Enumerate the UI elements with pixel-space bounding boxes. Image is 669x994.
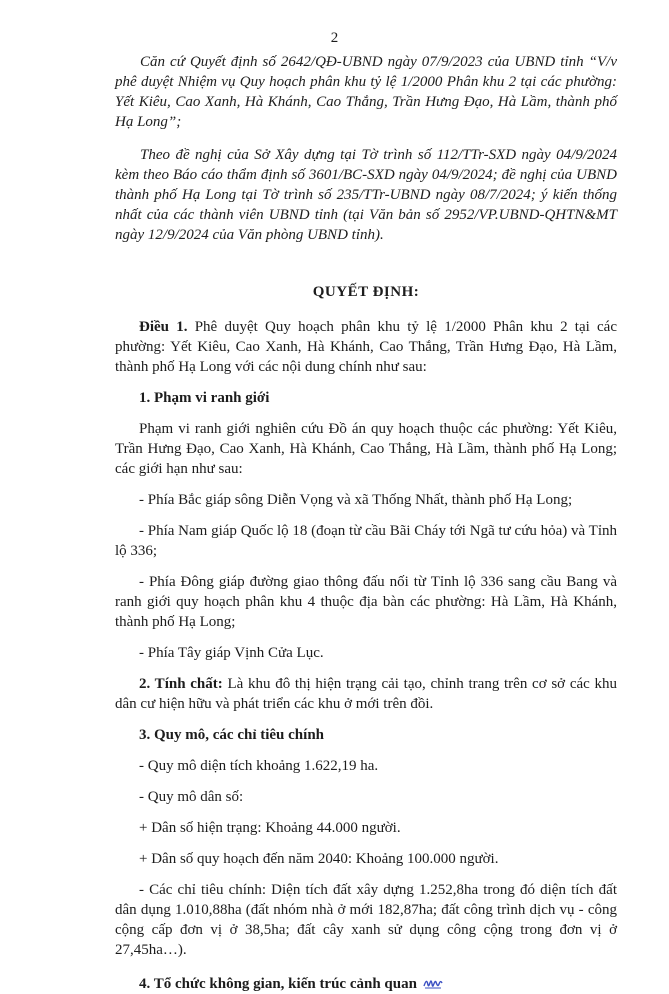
section-1-intro: Phạm vi ranh giới nghiên cứu Đồ án quy hoạch thuộc các phường: Yết Kiêu, Trần Hưng Đạo, Cao Xanh, Hà Khánh, Cao Thắng, Hà Lầm, thành phố Hạ Long; các giới hạn như sau: [115, 421, 617, 477]
section-2 [115, 674, 617, 714]
article-1 [115, 317, 617, 377]
section-1-heading: 1. Phạm vi ranh giới [139, 390, 270, 406]
boundary-west: - Phía Tây giáp Vịnh Cửa Lục. [139, 645, 324, 661]
decision-title: QUYẾT ĐỊNH: [312, 284, 420, 300]
population-current: + Dân số hiện trạng: Khoảng 44.000 người. [139, 820, 401, 836]
page-number: 2 [330, 30, 339, 46]
section-4-heading-text: 4. Tổ chức không gian, kiến trúc cảnh quan [139, 976, 417, 992]
scale-population: - Quy mô dân số: [139, 789, 244, 805]
boundary-east: - Phía Đông giáp đường giao thông đấu nối từ Tỉnh lộ 336 sang cầu Bang và ranh giới quy hoạch phân khu 4 thuộc địa bàn các phường: Hà Lầm, Hà Khánh, thành phố Hạ Long; [115, 574, 617, 630]
article-1-label: Điều 1. [139, 319, 188, 335]
document-body [115, 52, 617, 994]
boundary-south: - Phía Nam giáp Quốc lộ 18 (đoạn từ cầu Bãi Cháy tới Ngã tư cứu hỏa) và Tỉnh lộ 336; [115, 523, 617, 559]
preamble-basis-decision: Căn cứ Quyết định số 2642/QĐ-UBND ngày 07/9/2023 của UBND tỉnh “V/v phê duyệt Nhiệm vụ Quy hoạch phân khu tỷ lệ 1/2000 Phân khu 2 tại các phường: Yết Kiêu, Cao Xanh, Hà Khánh, Cao Thắng, Trần Hưng Đạo, Hà Lầm, thành phố Hạ Long”; [115, 54, 617, 130]
section-2-text: Là khu đô thị hiện trạng cải tạo, chỉnh trang trên cơ sở các khu dân cư hiện hữu và phát triển các khu ở mới trên đồi. [115, 676, 617, 712]
section-2-label: 2. Tính chất: [139, 676, 223, 692]
article-1-text: Phê duyệt Quy hoạch phân khu tỷ lệ 1/2000 Phân khu 2 tại các phường: Yết Kiêu, Cao Xanh, Hà Khánh, Cao Thắng, Trần Hưng Đạo, Hà Lầm, thành phố Hạ Long với các nội dung chính như sau: [115, 319, 617, 375]
section-3-heading: 3. Quy mô, các chỉ tiêu chính [139, 727, 325, 743]
boundary-north: - Phía Bắc giáp sông Diễn Vọng và xã Thống Nhất, thành phố Hạ Long; [139, 492, 573, 508]
section-4-heading [115, 974, 617, 994]
main-indicators: - Các chỉ tiêu chính: Diện tích đất xây dựng 1.252,8ha trong đó diện tích đất dân dụng 1.010,88ha (đất nhóm nhà ở mới 182,87ha; đất công trình dịch vụ - công cộng cấp đơn vị ở 38,5ha; đất cây xanh sử dụng công cộng trong đơn vị ở 27,45ha…). [115, 882, 617, 958]
population-planned: + Dân số quy hoạch đến năm 2040: Khoảng 100.000 người. [139, 851, 499, 867]
scale-area: - Quy mô diện tích khoảng 1.622,19 ha. [139, 758, 379, 774]
preamble-proposal: Theo đề nghị của Sở Xây dựng tại Tờ trình số 112/TTr-SXD ngày 04/9/2024 kèm theo Báo cáo thẩm định số 3601/BC-SXD ngày 04/9/2024; đề nghị của UBND thành phố Hạ Long tại Tờ trình số 235/TTr-UBND ngày 08/7/2024; ý kiến thống nhất của các thành viên UBND tỉnh (tại Văn bản số 2952/VP.UBND-QHTN&MT ngày 12/9/2024 của Văn phòng UBND tỉnh). [115, 147, 617, 243]
handwritten-initials-icon [423, 976, 443, 990]
